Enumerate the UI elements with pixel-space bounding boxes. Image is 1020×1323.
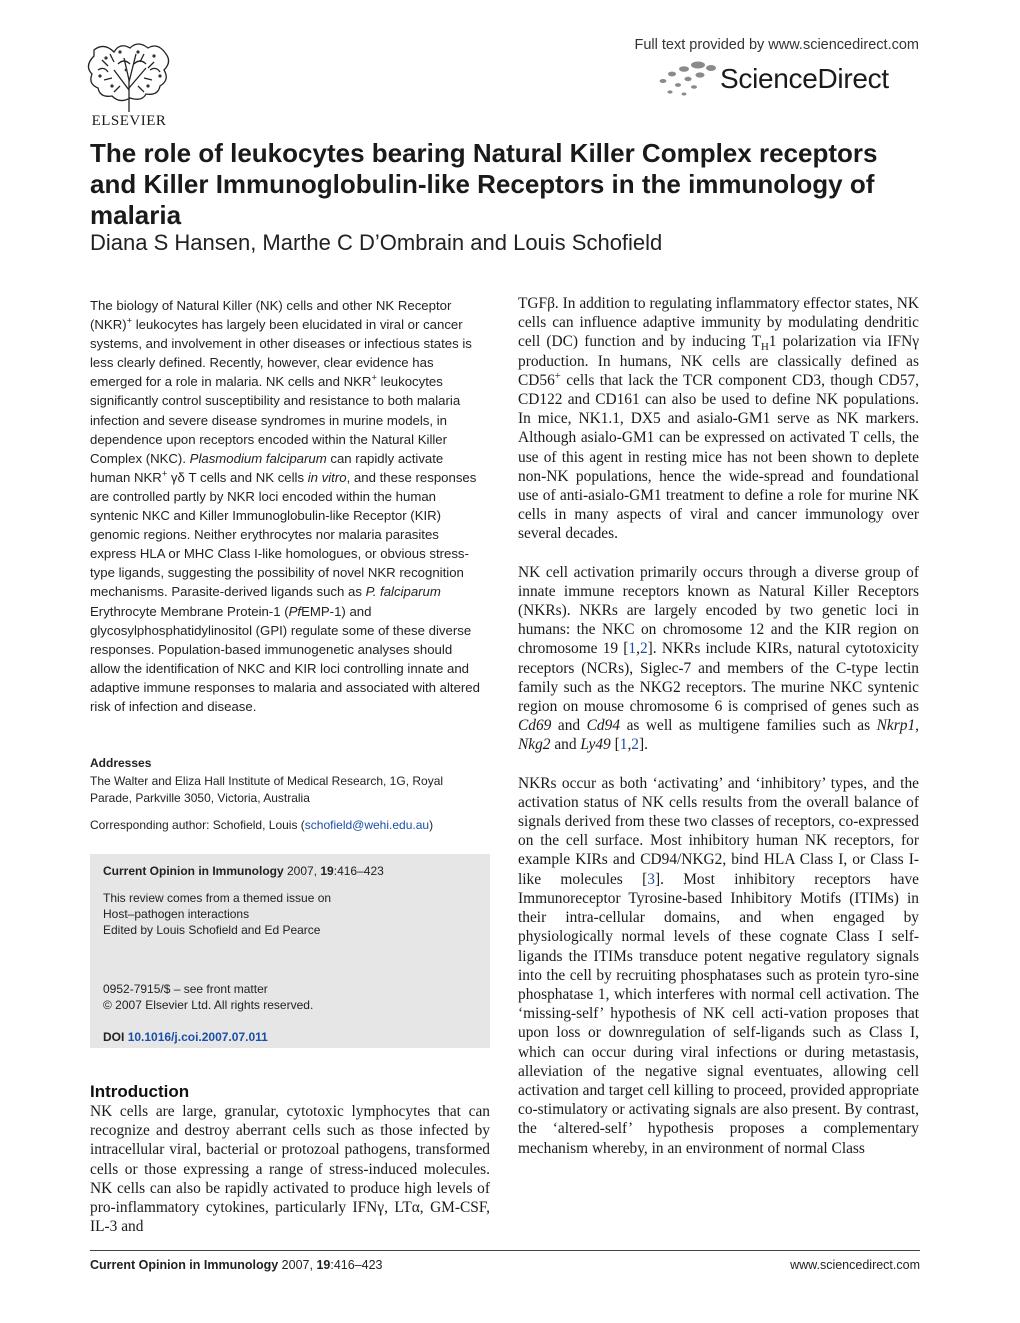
sciencedirect-wordmark: ScienceDirect xyxy=(720,63,889,94)
corresponding-email-link[interactable]: schofield@wehi.edu.au xyxy=(304,818,430,832)
full-text-notice: Full text provided by www.sciencedirect.com xyxy=(634,37,919,53)
footer-citation xyxy=(90,1258,382,1272)
addresses xyxy=(90,755,482,808)
introduction-heading: Introduction xyxy=(90,1082,190,1101)
infobox-doi-label: DOI xyxy=(103,1030,125,1044)
infobox-copyright: © 2007 Elsevier Ltd. All rights reserved. xyxy=(103,998,314,1012)
infobox-theme-line1: This review comes from a themed issue on xyxy=(103,891,332,905)
infobox-doi-line xyxy=(103,1030,268,1044)
elsevier-wordmark: ELSEVIER xyxy=(91,113,167,129)
citation-link[interactable]: 3 xyxy=(647,870,655,888)
introduction-paragraph: NK cells are large, granular, cytotoxic lymphocytes that can recognize and destroy aberrant cells such as those infected by intracellular viral, bacterial or protozoal pathogens, transformed cells or those expressing a range of stress-induced molecules. NK cells can also be rapidly activated to produce high levels of pro-inflammatory cytokines, particularly IFNγ, LTα, GM-CSF, IL-3 and xyxy=(90,1103,490,1236)
footer-journal: Current Opinion in Immunology xyxy=(90,1258,279,1272)
article-authors: Diana S Hansen, Marthe C D’Ombrain and Louis Schofield xyxy=(90,230,663,255)
footer-divider xyxy=(90,1250,920,1251)
infobox-journal: Current Opinion in Immunology xyxy=(103,864,284,878)
journal-info-box xyxy=(90,854,490,1048)
citation-link[interactable]: 1 xyxy=(628,640,637,658)
infobox-issn: 0952-7915/$ – see front matter xyxy=(103,982,268,996)
body-paragraph: TGFβ. In addition to regulating inflammatory effector states, NK cells can influence adaptive immunity by modulating dendritic cell (DC) function and by inducing $T_H1$ polarization via IFNγ production. In humans, NK cells are classically defined as CD56+ cells that lack the TCR component CD3, though CD57, CD122 and CD161 can also be used to define NK populations. In mice, NK1.1, DX5 and asialo-GM1 serve as NK markers. Although asialo-GM1 can be expressed on activated T cells, the use of this agent in resting mice has not been shown to deplete non-NK populations, hence the wide-spread and foundational use of anti-asialo-GM1 treatment to define a role for murine NK cells in many aspects of viral and cancer immunology over several decades. xyxy=(518,295,919,543)
infobox-editors: Edited by Louis Schofield and Ed Pearce xyxy=(103,923,321,937)
infobox-citation-line xyxy=(103,864,384,878)
addresses-text: The Walter and Eliza Hall Institute of Medical Research, 1G, Royal Parade, Parkville 3050, Victoria, Australia xyxy=(90,773,444,805)
footer-citation-text: 2007, 19:416–423 xyxy=(281,1258,383,1272)
body-paragraph: NK cell activation primarily occurs through a diverse group of innate immune receptors known as Natural Killer Receptors (NKRs). NKRs are largely encoded by two genetic loci in humans: the NKC on chromosome 12 and the KIR region on chromosome 19 [1,2]. NKRs include KIRs, natural cytotoxicity receptors (NCRs), Siglec-7 and members of the C-type lectin family such as the NKG2 receptors. The murine NKC syntenic region on mouse chromosome 6 is comprised of genes such as Cd69 and Cd94 as well as multigene families such as Nkrp1, Nkg2 and Ly49 [1,2]. xyxy=(518,563,920,754)
body-paragraph: NKRs occur as both ‘activating’ and ‘inhibitory’ types, and the activation status of NK cells results from the overall balance of signals derived from these two classes of receptors, co-expressed on the cell surface. Most inhibitory human NK receptors, for example KIRs and CD94/NKG2, bind HLA Class I, or Class I-like molecules [3]. Most inhibitory receptors have Immunoreceptor Tyrosine-based Inhibitory Motifs (ITIMs) in their intra-cellular domains, and when engaged by physiologically normal levels of these cognate Class I self-ligands the ITIMs transduce potent negative regulatory signals into the cell by recruiting phosphatases such as protein tyro-sine phosphatase 1, which interferes with normal cell activation. The ‘missing-self’ hypothesis of NK cell acti-vation proposes that upon loss or downregulation of self-ligands such as Class I, which can occur during viral infections or during metastasis, alleviation of the negative signal eventuates, allowing cell activation and target cell killing to proceed, provided appropriate co-stimulatory or activating signals are also present. By contrast, the ‘altered-self’ hypothesis proposes a complementary mechanism whereby, in an environment of normal Class xyxy=(518,774,920,1157)
footer-website: www.sciencedirect.com xyxy=(790,1258,920,1272)
elsevier-tree-icon xyxy=(84,40,174,114)
right-column-body xyxy=(518,294,919,1177)
infobox-doi-link[interactable]: 10.1016/j.coi.2007.07.011 xyxy=(127,1030,268,1044)
citation-link[interactable]: 1 xyxy=(619,736,628,754)
abstract: The biology of Natural Killer (NK) cells and other NK Receptor (NKR)+ leukocytes has largely been elucidated in viral or cancer systems, and involvement in other diseases or infectious states is less clearly defined. Recently, however, clear evidence has emerged for a role in malaria. NK cells and NKR+ leukocytes significantly control susceptibility and resistance to both malaria infection and severe disease syndromes in murine models, in dependence upon receptors encoded within the Natural Killer Complex (NKC). Plasmodium falciparum can rapidly activate human NKR+ γδ T cells and NK cells in vitro, and these responses are controlled partly by NKR loci encoded within the human syntenic NKC and Killer Immunoglobulin-like Receptor (KIR) genomic regions. Neither erythrocytes nor malaria parasites express HLA or MHC Class I-like homologues, or obvious stress-type ligands, suggesting the possibility of novel NKR recognition mechanisms. Parasite-derived ligands such as P. falciparum Erythrocyte Membrane Protein-1 (PfEMP-1) and glycosylphosphatidylinositol (GPI) regulate some of these diverse responses. Population-based immunogenetic analyses should allow the identification of NKC and KIR loci controlling innate and adaptive immune responses to malaria and associated with altered risk of infection and disease. xyxy=(90,298,480,714)
citation-link[interactable]: 2 xyxy=(631,736,639,754)
infobox-theme-line2: Host–pathogen interactions xyxy=(103,907,250,921)
sciencedirect-dots-icon xyxy=(658,59,720,97)
citation-link[interactable]: 2 xyxy=(639,640,648,658)
corresponding-prefix: Corresponding author: Schofield, Louis ( xyxy=(90,818,305,832)
sciencedirect-logo xyxy=(658,55,898,103)
elsevier-logo xyxy=(84,40,174,132)
article-title: The role of leukocytes bearing Natural Killer Complex receptors and Killer Immunoglobulin-like Receptors in the immunology of malaria xyxy=(90,138,878,230)
corresponding-suffix: ) xyxy=(429,818,434,832)
addresses-heading: Addresses xyxy=(90,756,152,770)
infobox-citation: 2007, 19:416–423 xyxy=(287,864,384,878)
corresponding-author xyxy=(90,818,482,832)
